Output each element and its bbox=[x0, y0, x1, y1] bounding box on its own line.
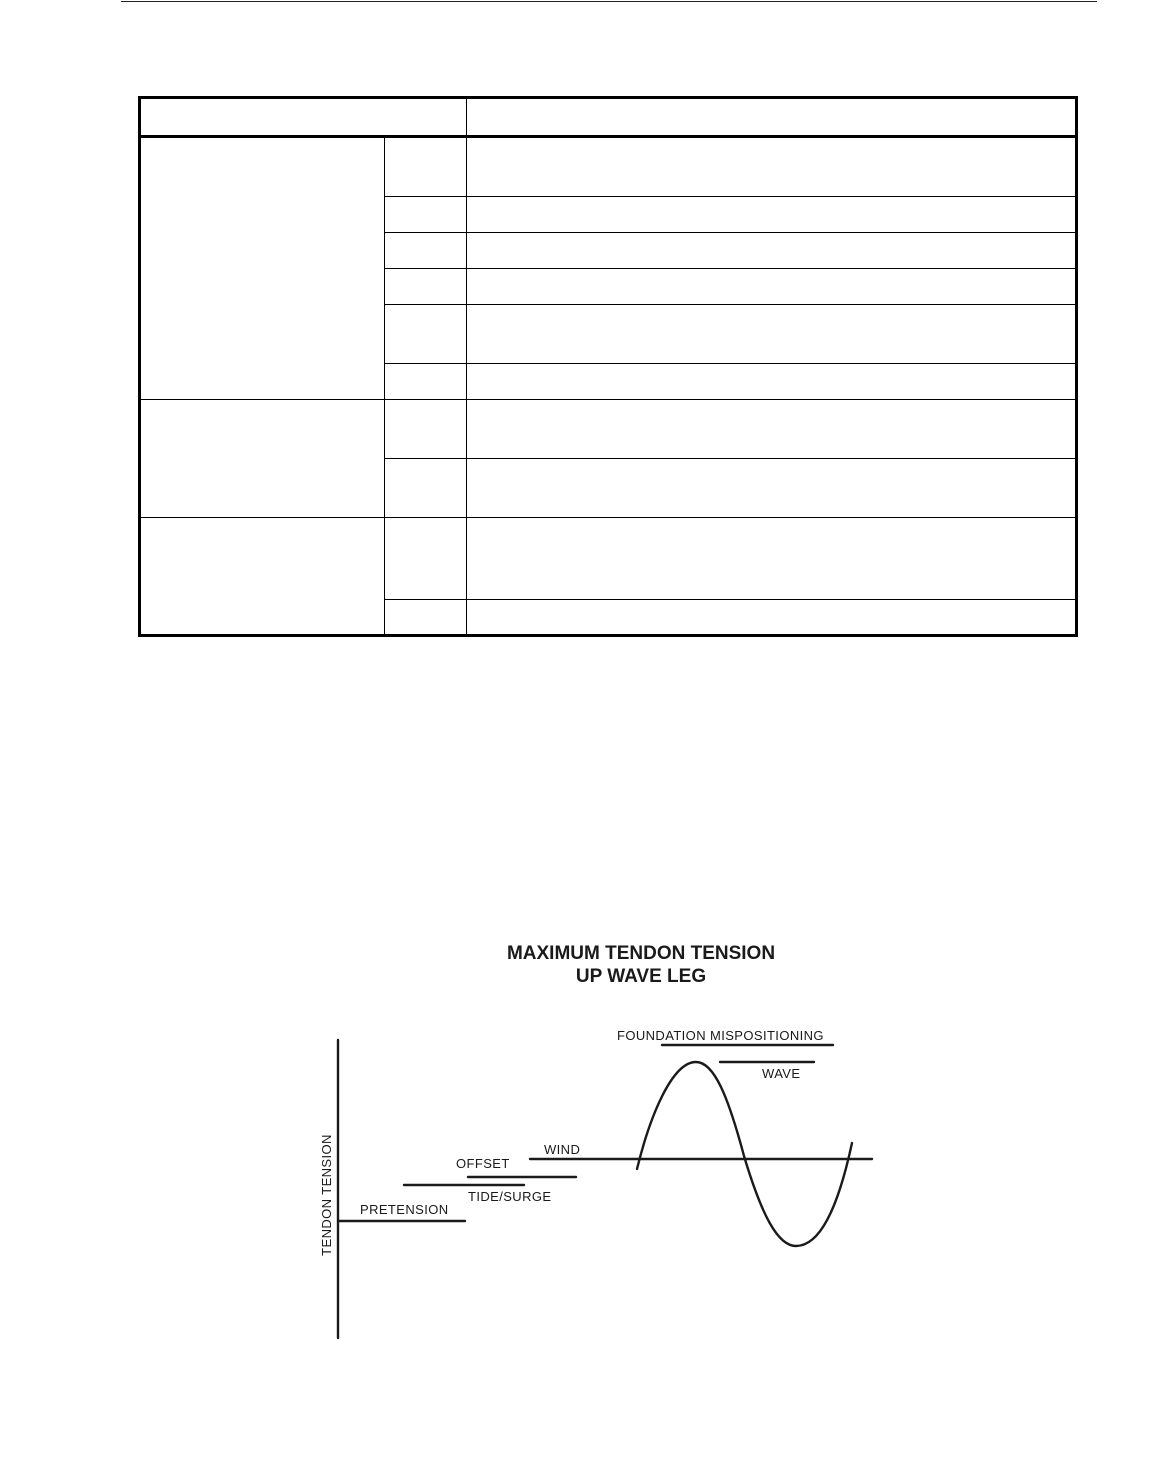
figure-title-line1: MAXIMUM TENDON TENSION bbox=[506, 943, 776, 964]
table-group-label bbox=[140, 400, 385, 518]
table-row-code bbox=[385, 197, 467, 233]
table-row-text bbox=[467, 400, 1077, 459]
y-axis-label: TENDON TENSION bbox=[319, 1134, 334, 1256]
wave-label: WAVE bbox=[762, 1066, 801, 1081]
wave-curve bbox=[637, 1062, 852, 1246]
table-row-code bbox=[385, 305, 467, 364]
table-row-code bbox=[385, 400, 467, 459]
table-header-col1 bbox=[140, 98, 467, 137]
figure-title-line2: UP WAVE LEG bbox=[575, 966, 707, 987]
table-row-code bbox=[385, 518, 467, 600]
table-row-code bbox=[385, 600, 467, 636]
table-row-code bbox=[385, 233, 467, 269]
table-row-text bbox=[467, 600, 1077, 636]
table-row-text bbox=[467, 459, 1077, 518]
table-row-text bbox=[467, 364, 1077, 400]
table-row-code bbox=[385, 137, 467, 197]
table-row-text bbox=[467, 269, 1077, 305]
tide-surge-label: TIDE/SURGE bbox=[468, 1189, 552, 1204]
tendon-tension-figure bbox=[300, 926, 926, 1342]
table-header-col2 bbox=[467, 98, 1077, 137]
table-row-code bbox=[385, 459, 467, 518]
pretension-label: PRETENSION bbox=[360, 1202, 449, 1217]
table-row-text bbox=[467, 233, 1077, 269]
page-header-rule bbox=[121, 1, 1097, 2]
table-row-code bbox=[385, 269, 467, 305]
table-row-text bbox=[467, 137, 1077, 197]
data-table bbox=[138, 96, 1078, 636]
table-row-text bbox=[467, 305, 1077, 364]
wind-label: WIND bbox=[544, 1142, 581, 1157]
table-group-label bbox=[140, 518, 385, 636]
table-group-label bbox=[140, 137, 385, 400]
table-row-text bbox=[467, 518, 1077, 600]
table-row-code bbox=[385, 364, 467, 400]
table-row-text bbox=[467, 197, 1077, 233]
foundation-mispositioning-label: FOUNDATION MISPOSITIONING bbox=[617, 1028, 824, 1043]
tendon-tension-diagram bbox=[300, 926, 926, 1342]
offset-label: OFFSET bbox=[456, 1156, 510, 1171]
